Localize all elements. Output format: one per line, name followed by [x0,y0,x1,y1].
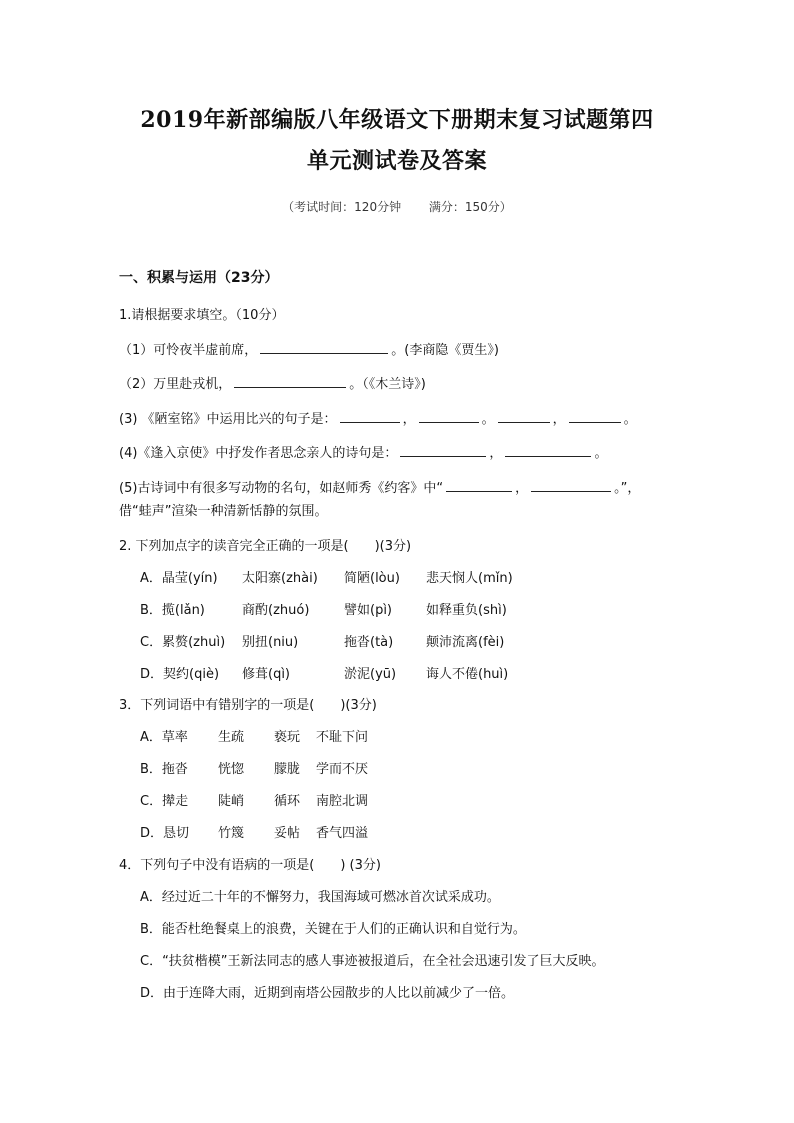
document-title-line1: 2019年新部编版八年级语文下册期末复习试题第四 [140,107,654,133]
q3-option-d-part-2: 竹篾 [218,826,245,841]
q3-option-b-part-1: B．拖沓 [140,762,188,777]
q1-item-1-source: 。(李商隐《贾生》) [391,343,499,358]
q3-option-c-part-2: 陡峭 [218,794,245,809]
q1-item-2-text: （2）万里赴戎机， [119,377,232,392]
q3-option-b-part-2: 恍惚 [218,762,245,777]
question-2-stem: 2. 下列加点字的读音完全正确的一项是( )(3分) [119,539,412,554]
answer-blank[interactable] [498,409,550,423]
q1-item-2-source: 。（《木兰诗》) [349,377,426,392]
q1-item-3: (3) 《陋室铭》中运用比兴的句子是： ， 。 ， 。 [119,408,637,427]
q2-option-b-part-2: 商酌(zhuó) [242,603,310,618]
q4-option-b: B．能否杜绝餐桌上的浪费，关键在于人们的正确认识和自觉行为。 [140,922,526,937]
q2-option-c-part-3: 拖沓(tà) [344,635,394,650]
q3-option-c-part-4: 南腔北调 [316,794,369,809]
q3-option-a-part-2: 生疏 [218,730,245,745]
q1-item-1-text: （1）可怜夜半虚前席， [119,343,258,358]
q2-option-d-part-1: D．契约(qiè) [140,667,220,682]
full-score: 满分：150分） [428,200,512,214]
q1-item-1 [119,339,499,358]
q3-option-a-part-1: A．草率 [140,730,188,745]
q3-option-d-part-4: 香气四溢 [316,826,369,841]
q4-option-a: A．经过近二十年的不懈努力，我国海域可燃冰首次试采成功。 [140,890,500,905]
answer-blank[interactable] [531,478,611,492]
q1-item-3-text: (3) 《陋室铭》中运用比兴的句子是： [119,412,337,427]
q2-option-b-part-3: 譬如(pì) [344,603,393,618]
q2-option-a-part-4: 悲天悯人(mǐn) [426,571,513,586]
q1-item-2 [119,373,426,392]
answer-blank[interactable] [260,340,388,354]
q3-option-d-part-3: 妥帖 [274,826,301,841]
q3-option-d-part-1: D．恳切 [140,826,190,841]
answer-blank[interactable] [340,409,400,423]
answer-blank[interactable] [569,409,621,423]
q2-option-a-part-2: 太阳寨(zhài) [242,571,318,586]
question-1-stem: 1.请根据要求填空。（10分） [119,308,285,323]
q3-option-a-part-3: 亵玩 [274,730,301,745]
question-4-stem: 4．下列句子中没有语病的一项是( ) (3分) [119,858,381,873]
q1-item-5-text: (5)古诗词中有很多写动物的名句，如赵师秀《约客》中“ [119,481,444,496]
q3-option-c-part-1: C．撵走 [140,794,189,809]
question-3-stem: 3．下列词语中有错别字的一项是( )(3分) [119,698,377,713]
q4-option-c: C．“扶贫楷模”王新法同志的感人事迹被报道后，在全社会迅速引发了巨大反映。 [140,954,605,969]
q1-item-5-line2: 借“蛙声”渲染一种清新恬静的氛围。 [119,504,328,519]
answer-blank[interactable] [505,443,591,457]
q2-option-d-part-4: 诲人不倦(huì) [426,667,509,682]
q1-item-4-text: (4)《逢入京使》中抒发作者思念亲人的诗句是： [119,446,398,461]
exam-info [0,198,794,215]
answer-blank[interactable] [400,443,486,457]
q2-option-d-part-3: 淤泥(yū) [344,667,397,682]
q3-option-b-part-3: 朦胧 [274,762,301,777]
q3-option-b-part-4: 学而不厌 [316,762,369,777]
q4-option-d: D．由于连降大雨，近期到南塔公园散步的人比以前减少了一倍。 [140,986,515,1001]
q2-option-c-part-1: C．累赘(zhuì) [140,635,226,650]
q2-option-a-part-1: A．晶莹(yín) [140,571,218,586]
q2-option-c-part-2: 别扭(niu) [242,635,299,650]
exam-time: （考试时间：120分钟 [282,200,402,214]
answer-blank[interactable] [419,409,479,423]
q3-option-a-part-4: 不耻下问 [316,730,369,745]
q1-item-5: (5)古诗词中有很多写动物的名句，如赵师秀《约客》中“ ， 。”， [119,477,640,496]
answer-blank[interactable] [234,374,346,388]
q2-option-c-part-4: 颠沛流离(fèi) [426,635,505,650]
q3-option-c-part-3: 循环 [274,794,301,809]
q1-item-4: (4)《逢入京使》中抒发作者思念亲人的诗句是： ， 。 [119,442,607,461]
q2-option-d-part-2: 修葺(qì) [242,667,291,682]
document-title-line2: 单元测试卷及答案 [306,148,487,174]
section-heading: 一、积累与运用（23分） [119,270,279,286]
q2-option-b-part-1: B．揽(lǎn) [140,603,205,618]
answer-blank[interactable] [446,478,512,492]
q2-option-b-part-4: 如释重负(shì) [426,603,507,618]
q2-option-a-part-3: 简陋(lòu) [344,571,400,586]
